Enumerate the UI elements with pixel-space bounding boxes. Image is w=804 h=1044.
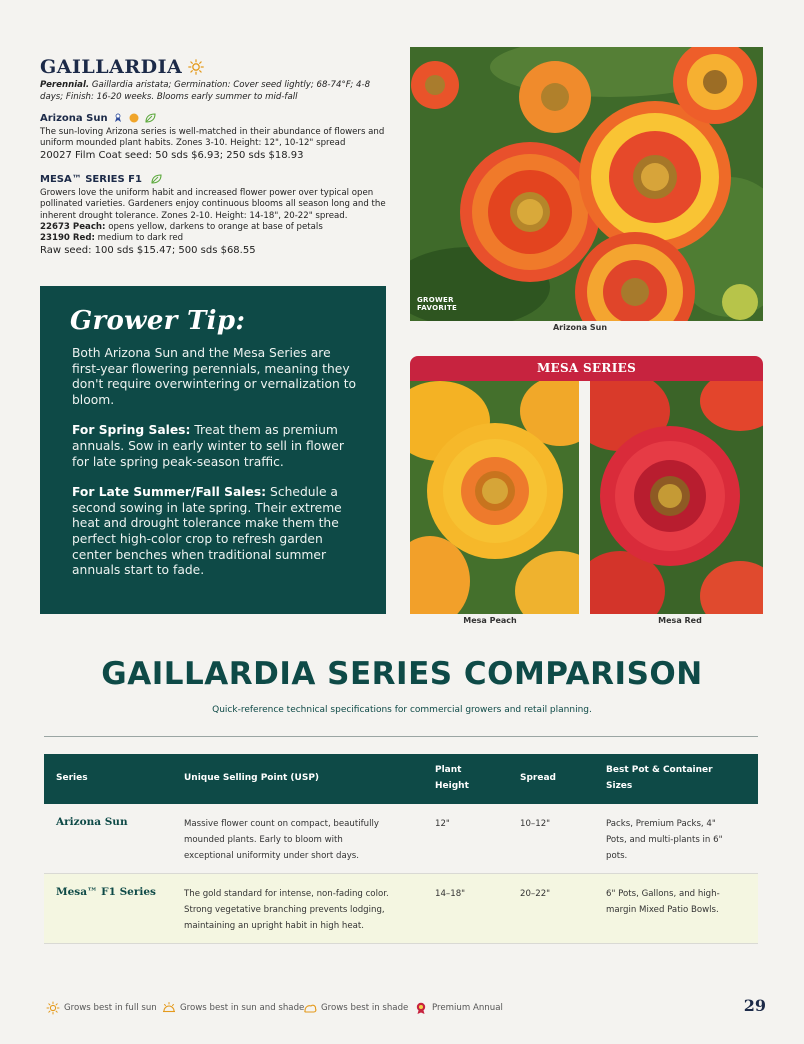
grower-favorite-badge: [417, 296, 457, 312]
row-series: Mesa™ F1 Series: [56, 886, 156, 898]
mesa-red-photo: [590, 381, 763, 614]
row-height: 14–18": [435, 889, 466, 899]
header-usp: Unique Selling Point (USP): [184, 773, 320, 783]
tip-paragraph-3: [72, 485, 362, 579]
legend-label: Grows best in shade: [321, 1003, 409, 1013]
title-row: [40, 56, 204, 78]
header-height-line-1: Plant: [435, 765, 462, 775]
mesa-peach-caption: Mesa Peach: [463, 616, 517, 625]
full-sun-icon: [188, 59, 204, 75]
award-icon: [112, 112, 124, 124]
row-usp-line: mounded plants. Early to bloom with: [184, 835, 343, 845]
header-pot: [606, 762, 713, 794]
mesa-red-desc: medium to dark red: [94, 233, 184, 243]
arizona-name: Arizona Sun: [40, 112, 108, 124]
mesa-peach-desc: opens yellow, darkens to orange at base of petals: [105, 222, 323, 232]
intro-body: Gaillardia aristata; Germination: Cover seed lightly; 68-74°F; 4-8 days; Finish: 16-20 weeks. Blooms early summer to mid-fall: [40, 80, 371, 102]
comparison-table: [44, 754, 758, 944]
header-spread: Spread: [520, 773, 556, 783]
mesa-price: Raw seed: 100 sds $15.47; 500 sds $68.55: [40, 245, 256, 256]
tip-p3-bold: For Late Summer/Fall Sales:: [72, 485, 267, 500]
row-pot: [606, 816, 723, 864]
page-number: 29: [743, 996, 766, 1015]
row-pot-line: Packs, Premium Packs, 4": [606, 819, 716, 829]
row-pot-line: Pots, and multi-plants in 6": [606, 835, 723, 845]
arizona-description: The sun-loving Arizona series is well-matched in their abundance of flowers and uniform mounded plant habits. Zones 3-10. Height: 12", 10-12" spread: [40, 127, 385, 149]
table-header: [44, 754, 758, 804]
row-pot-line: pots.: [606, 851, 628, 861]
row-pot-line: 6" Pots, Gallons, and high-: [606, 889, 720, 899]
row-usp: [184, 816, 379, 864]
table-row: [44, 874, 758, 944]
mesa-red-code: 23190 Red:: [40, 233, 95, 243]
row-usp-line: exceptional uniformity under short days.: [184, 851, 360, 861]
row-usp-line: Strong vegetative branching prevents lodging,: [184, 905, 385, 915]
badge-line-2: FAVORITE: [417, 304, 458, 312]
legend-label: Grows best in sun and shade: [180, 1003, 305, 1013]
mesa-heading: [40, 173, 162, 185]
header-pot-line-2: Sizes: [606, 781, 633, 791]
row-usp-line: The gold standard for intense, non-fading color.: [184, 889, 389, 899]
row-pot-line: margin Mixed Patio Bowls.: [606, 905, 719, 915]
full-sun-icon: [46, 1001, 60, 1015]
row-usp-line: maintaining an upright habit in high heat.: [184, 921, 365, 931]
legend-sun-shade: [162, 1001, 304, 1015]
arizona-price: 20027 Film Coat seed: 50 sds $6.93; 250 sds $18.93: [40, 150, 304, 161]
leaf-icon: [150, 173, 162, 185]
arizona-sun-caption: Arizona Sun: [552, 323, 608, 332]
row-height: 12": [435, 819, 450, 829]
header-height-line-2: Height: [435, 781, 469, 791]
shade-icon: [303, 1001, 317, 1015]
header-pot-line-1: Best Pot & Container: [606, 765, 713, 775]
mesa-red-line: [40, 233, 390, 244]
grower-tip-title: Grower Tip:: [70, 306, 246, 336]
row-spread: 10–12": [520, 819, 551, 829]
divider: [44, 736, 758, 737]
mesa-red-caption: Mesa Red: [658, 616, 702, 625]
page-title: GAILLARDIA: [40, 56, 183, 78]
comparison-title: GAILLARDIA SERIES COMPARISON: [101, 656, 703, 692]
row-usp: [184, 886, 389, 934]
comparison-subtitle: Quick-reference technical specifications for commercial growers and retail planning.: [212, 705, 592, 715]
mesa-series-banner: MESA SERIES: [410, 356, 763, 381]
mesa-peach-photo: [410, 381, 579, 614]
mesa-description: Growers love the uniform habit and increased flower power over typical open pollinated varieties. Gardeners enjoy continuous blooms all season long and the inherent drought tolerance. Zones 2-10. Height: 14-18", 20-22" spread.: [40, 188, 386, 221]
tip-paragraph-1: Both Arizona Sun and the Mesa Series are first-year flowering perennials, meaning they don't require overwintering or vernalization to bloom.: [72, 346, 357, 407]
arizona-heading: [40, 112, 156, 124]
header-series: Series: [56, 773, 88, 783]
legend-shade: [303, 1001, 408, 1015]
sun-shade-icon: [128, 112, 140, 124]
legend-label: Grows best in full sun: [64, 1003, 157, 1013]
grower-tip-body: [72, 346, 362, 594]
mesa-name: MESA™ SERIES F1: [40, 173, 142, 185]
leaf-icon: [144, 112, 156, 124]
row-spread: 20–22": [520, 889, 551, 899]
tip-p3-text: Schedule a second sowing in late spring. Their extreme heat and drought tolerance make them the perfect high-color crop to refresh garden center benches when traditional summer annuals start to fade.: [72, 485, 342, 578]
legend-premium-annual: [414, 1001, 503, 1015]
tip-p2-bold: For Spring Sales:: [72, 423, 191, 438]
arizona-sun-photo: [410, 47, 763, 321]
grower-tip-box: [40, 286, 386, 614]
badge-line-1: GROWER: [417, 296, 454, 304]
mesa-peach-code: 22673 Peach:: [40, 222, 106, 232]
legend-label: Premium Annual: [432, 1003, 503, 1013]
mesa-peach-line: [40, 222, 390, 233]
intro-text: [40, 80, 390, 103]
row-usp-line: Massive flower count on compact, beautifully: [184, 819, 379, 829]
premium-annual-icon: [414, 1001, 428, 1015]
row-series: Arizona Sun: [56, 816, 128, 828]
intro-bold: Perennial.: [40, 80, 90, 90]
tip-p2-text: Treat them as premium annuals. Sow in early winter to sell in flower for late spring peak-season traffic.: [72, 423, 344, 469]
table-row: [44, 804, 758, 874]
row-pot: [606, 886, 720, 918]
tip-paragraph-2: [72, 423, 362, 470]
legend-full-sun: [46, 1001, 157, 1015]
header-height: [435, 762, 469, 794]
sun-shade-icon: [162, 1001, 176, 1015]
